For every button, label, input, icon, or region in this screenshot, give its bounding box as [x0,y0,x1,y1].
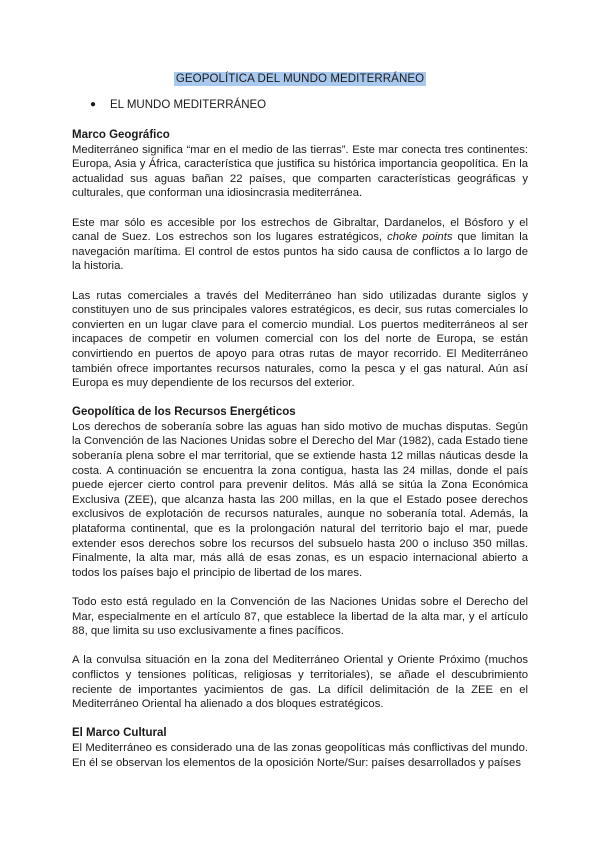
paragraph-geografico-1: Mediterráneo significa “mar en el medio de las tierras”. Este mar conecta tres continentes: Europa, Asia y África, característica que justifica su histórica importancia geopolítica. En la actualidad sus aguas bañan 22 países, que comparten características geográficas y culturales, que conforman una idiosincrasia mediterránea. [72,143,528,200]
paragraph-energeticos-1: Los derechos de soberanía sobre las aguas han sido motivo de muchas disputas. Según la Convención de las Naciones Unidas sobre el Derecho del Mar (1982), cada Estado tiene soberanía plena sobre el mar territorial, que se extiende hasta 12 millas náuticas desde la costa. A continuación se encuentra la zona contigua, hasta las 24 millas, donde el país puede ejercer cierto control para prevenir delitos. Más allá se sitúa la Zona Económica Exclusiva (ZEE), que alcanza hasta las 200 millas, en la que el Estado posee derechos exclusivos de explotación de recursos naturales, aunque no soberanía total. Además, la plataforma continental, que es la prolongación natural del territorio bajo el mar, puede extender esos derechos sobre los recursos del subsuelo hasta 200 o incluso 350 millas. Finalmente, la alta mar, más allá de esas zonas, es un espacio internacional abierto a todos los países bajo el principio de libertad de los mares. [72,420,528,579]
bullet-list [72,98,528,112]
bullet-dot-icon: ● [90,99,97,110]
paragraph-energeticos-2: Todo esto está regulado en la Convención de las Naciones Unidas sobre el Derecho del Mar, especialmente en el artículo 87, que establece la libertad de la alta mar, y el artículo 88, que limita su uso exclusivamente a fines pacíficos. [72,596,528,638]
paragraph-text: que limitan la navegación marítima. El control de estos puntos ha sido causa de conflictos a lo largo de la historia. [72,231,529,273]
paragraph-energeticos-3: A la convulsa situación en la zona del Mediterráneo Oriental y Oriente Próximo (muchos conflictos y tensiones políticas, religiosas y territoriales), se añade el descubrimiento reciente de importantes yacimientos de gas. La difícil delimitación de la ZEE en el Mediterráneo Oriental ha alienado a dos bloques estratégicos. [72,654,528,711]
bullet-item [88,98,528,112]
paragraph-geografico-2 [72,216,528,274]
paragraph-text: Este mar sólo es accesible por los estrechos de Gibraltar, Dardanelos, el Bósforo y el canal de Suez. Los estrechos son los lugares estratégicos, [72,216,528,244]
document-title [72,72,528,86]
section-heading-energeticos: Geopolítica de los Recursos Energéticos [72,406,296,419]
section-heading-geografico: Marco Geográfico [72,129,170,141]
paragraph-geografico-3: Las rutas comerciales a través del Mediterráneo han sido utilizadas durante siglos y constituyen uno de sus principales valores estratégicos, es decir, sus rutas comerciales lo convierten en un lugar clave para el comercio mundial. Los puertos mediterráneos al ser incapaces de competir en volumen comercial con los del norte de Europa, se están convirtiendo en puertos de apoyo para otras rutas de mayor recorrido. El Mediterráneo también ofrece importantes recursos naturales, como la pesca y el gas natural. Aún así Europa es muy dependiente de los recursos del exterior. [72,289,528,390]
choke-points-term: choke points [387,231,453,244]
section-heading-cultural: El Marco Cultural [72,727,167,740]
paragraph-cultural-1: El Mediterráneo es considerado una de las zonas geopolíticas más conflictivas del mundo. En él se observan los elementos de la oposición Norte/Sur: países desarrollados y países [72,741,528,769]
bullet-item-text: EL MUNDO MEDITERRÁNEO [110,99,267,111]
document-title-text: GEOPOLÍTICA DEL MUNDO MEDITERRÁNEO [175,73,425,85]
